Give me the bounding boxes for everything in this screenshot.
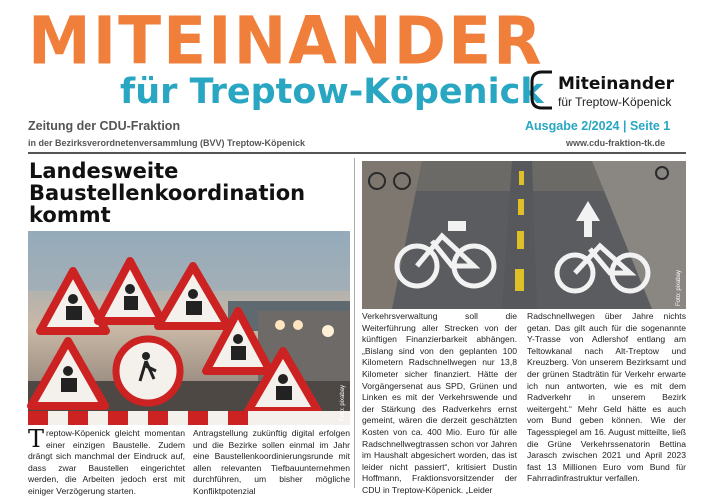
- right-photo-credit: Foto: pixabay: [676, 269, 682, 306]
- logo-bracket-icon: [528, 68, 558, 112]
- newspaper-logo: [528, 68, 688, 112]
- publisher-line: Zeitung der CDU-Fraktion: [28, 119, 181, 133]
- article-column-2: Antragstellung zukünftig digital erfolgen und die Bezirke sollen einmal im Jahr eine Baustellenkoordinierungsrunde mit allen relevanten Tiefbauunternehmen durchführen, um bisher mögliche Konfliktpotenzial: [193, 428, 350, 496]
- masthead-title: MITEINANDER: [28, 2, 544, 80]
- construction-signs-photo: [28, 231, 350, 425]
- article-column-3: Verkehrsverwaltung soll die Weiterführung aller Strecken von der künftigen Finanzierbarkeit abhängen. „Bislang sind von den geplanten 100 Kilometern Radschnellwegen nur 13,8 Kilometer sicher finanziert. Hätte der Vorgängersenat aus SPD, Grünen und Linken es mit der Verkehrswende und der Stärkung des Radverkehrs ernst gemeint, wären die derzeit geschätzten Kosten von ca. 400 Mio. Euro für alle Radschnellwegtrassen schon vor Jahren im Haushalt abgesichert worden, das ist leider nicht passiert“, kritisiert Dustin Hoffmann, Fraktionsvorsitzender der CDU in Treptow-Köpenick. „Leider: [362, 311, 517, 495]
- article-headline: Landesweite Baustellenkoordination kommt: [29, 159, 306, 227]
- drop-cap: T: [28, 425, 45, 453]
- article-column-1: [28, 425, 185, 498]
- bike-lane-photo: [362, 161, 686, 309]
- column-divider: [354, 158, 355, 488]
- logo-title: Miteinander: [558, 74, 674, 94]
- article-column-4: Radschnellwegen über Jahre nichts getan. Das gilt auch für die sogenannte Y-Trasse von Adlershof entlang am Teltowkanal nach Alt-Treptow und Kreuzberg. Von unserem Bezirksamt und der grünen Stadträtin für Verkehr erwarte ich nun antworten, wie es mit dem Radverkehr in unserem Bezirk weitergeht.“ Mehr Geld hätte es auch vom Bund geben können. Wie der Tagesspiegel am 16. August mitteilte, ließ die Grüne Verkehrssenatorin Bettina Jarasch zwischen 2021 und April 2023 fast 13 Millionen Euro vom Bund für Fahrradinfrastruktur verfallen.: [527, 311, 686, 484]
- masthead-subtitle: für Treptow-Köpenick: [120, 72, 544, 112]
- header-rule: [28, 152, 686, 154]
- issue-page: Ausgabe 2/2024 | Seite 1: [525, 119, 671, 133]
- logo-subtitle: für Treptow-Köpenick: [558, 95, 672, 109]
- left-photo-credit: Foto: pixabay: [340, 384, 346, 421]
- article-column-1-text: reptow-Köpenick gleicht momentan einer einzigen Baustelle. Zudem drängt sich manchmal der Eindruck auf, dass zwar Baustellen eingerichtet werden, die Arbeiten jedoch erst mit einiger Verzögerung starten.: [28, 428, 185, 496]
- assembly-line: in der Bezirksverordnetenversammlung (BVV) Treptow-Köpenick: [28, 138, 306, 148]
- website-link[interactable]: www.cdu-fraktion-tk.de: [566, 138, 666, 148]
